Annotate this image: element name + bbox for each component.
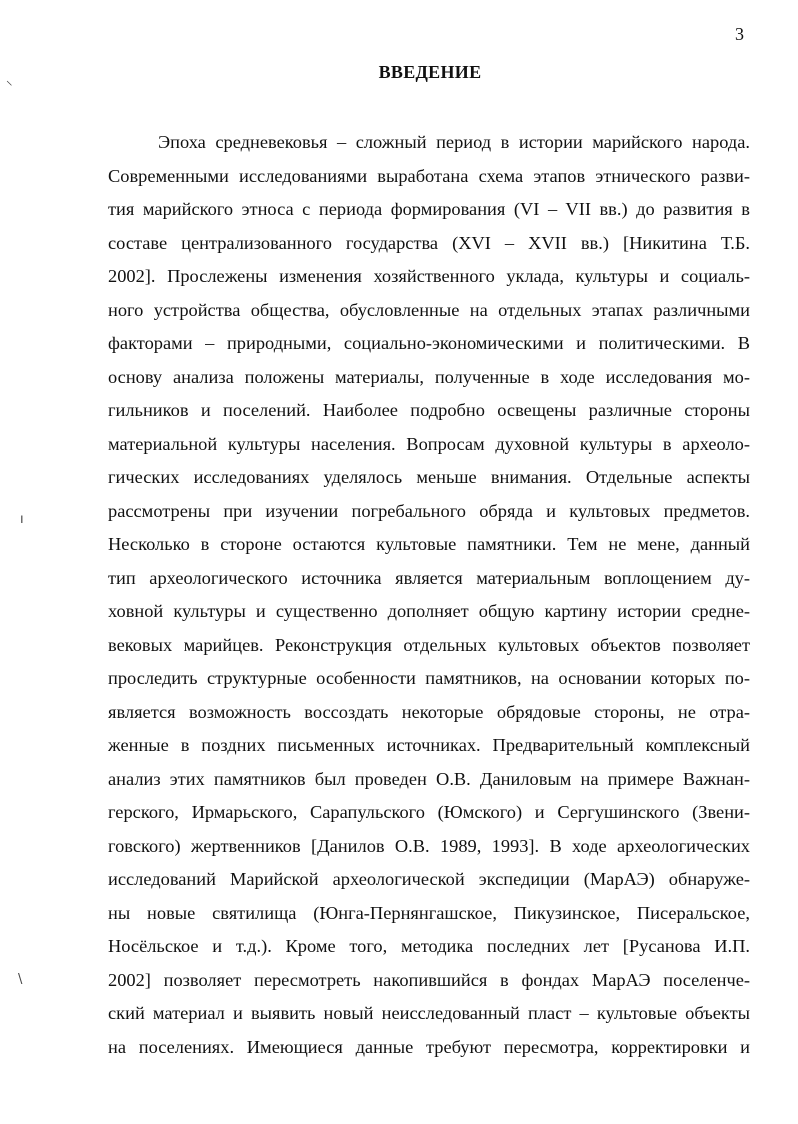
text-line: рассмотрены при изучении погребального обряда и культовых предметов. <box>108 500 750 521</box>
text-line: составе централизованного государства (XVI – XVII вв.) [Никитина Т.Б. <box>108 232 750 253</box>
text-line: 2002] позволяет пересмотреть накопившийся в фондах МарАЭ поселенче- <box>108 969 750 990</box>
text-line: Эпоха средневековья – сложный период в истории марийского народа. <box>158 132 750 152</box>
text-line: говского) жертвенников [Данилов О.В. 1989, 1993]. В ходе археологических <box>108 835 750 856</box>
scan-mark: \ <box>18 972 23 987</box>
page-title: ВВЕДЕНИЕ <box>378 62 482 82</box>
text-line: женные в поздних письменных источниках. Предварительный комплексный <box>108 735 750 755</box>
text-line: 2002]. Прослежены изменения хозяйственного уклада, культуры и социаль- <box>108 266 750 286</box>
text-line: Современными исследованиями выработана схема этапов этнического разви- <box>108 165 750 186</box>
body-text <box>108 126 750 1064</box>
scan-mark: ⸌ <box>6 79 13 94</box>
scan-mark: ı <box>20 512 24 527</box>
text-line: ного устройства общества, обусловленные на отдельных этапах различными <box>108 299 750 320</box>
text-line: проследить структурные особенности памятников, на основании которых по- <box>108 668 750 688</box>
text-line: герского, Ирмарьского, Сарапульского (Юмского) и Сергушинского (Звени- <box>108 802 750 822</box>
text-line: факторами – природными, социально-экономическими и политическими. В <box>108 333 750 353</box>
text-line: ский материал и выявить новый неисследованный пласт – культовые объекты <box>108 1003 750 1023</box>
text-line: гильников и поселений. Наиболее подробно освещены различные стороны <box>108 400 750 420</box>
text-line: является возможность воссоздать некоторые обрядовые стороны, не отра- <box>108 701 750 722</box>
text-line: основу анализа положены материалы, полученные в ходе исследования мо- <box>108 366 750 387</box>
text-line: на поселениях. Имеющиеся данные требуют пересмотра, корректировки и <box>108 1036 750 1057</box>
text-line: материальной культуры населения. Вопросам духовной культуры в археоло- <box>108 433 750 454</box>
text-line: Носёльское и т.д.). Кроме того, методика последних лет [Русанова И.П. <box>108 936 750 956</box>
text-line: тия марийского этноса с периода формирования (VI – VII вв.) до развития в <box>108 199 750 219</box>
text-line: ховной культуры и существенно дополняет общую картину истории средне- <box>108 601 750 621</box>
text-line: вековых марийцев. Реконструкция отдельных культовых объектов позволяет <box>108 634 750 655</box>
text-line: Несколько в стороне остаются культовые памятники. Тем не мене, данный <box>108 534 750 554</box>
text-line: исследований Марийской археологической экспедиции (МарАЭ) обнаруже- <box>108 869 750 889</box>
text-line: гических исследованиях уделялось меньше внимания. Отдельные аспекты <box>108 467 750 487</box>
text-line: тип археологического источника является материальным воплощением ду- <box>108 567 750 588</box>
text-line: анализ этих памятников был проведен О.В. Даниловым на примере Важнан- <box>108 768 750 789</box>
page-number: 3 <box>735 24 744 44</box>
text-line: ны новые святилища (Юнга-Пернянгашское, Пикузинское, Писеральское, <box>108 902 750 923</box>
